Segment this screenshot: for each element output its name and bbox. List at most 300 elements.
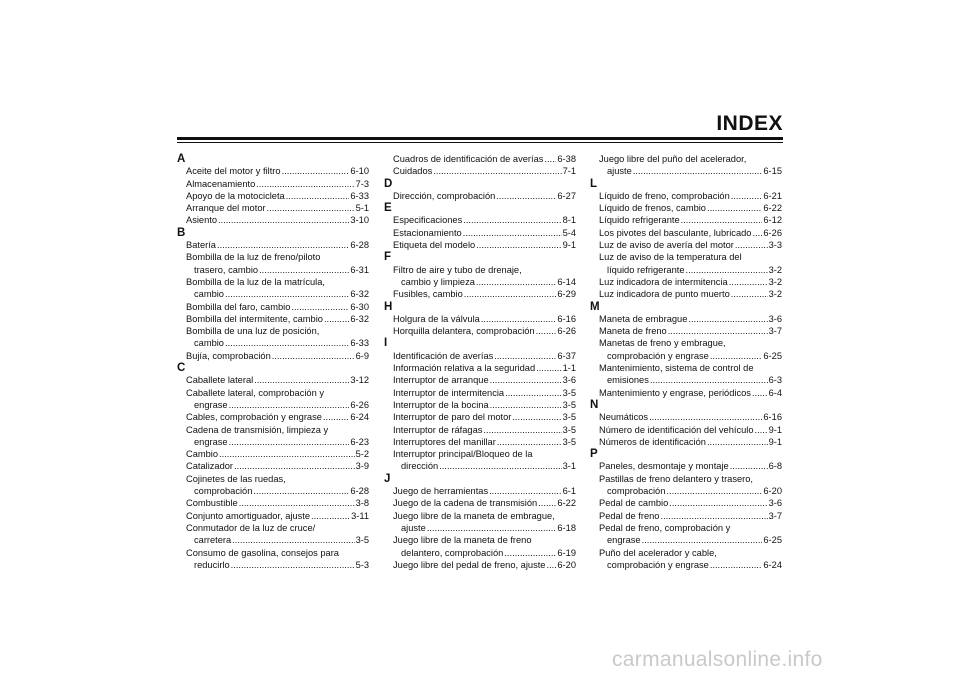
entry-line xyxy=(393,313,576,325)
entry-line xyxy=(186,374,369,386)
entry-line xyxy=(393,362,576,374)
entry-line xyxy=(186,497,369,509)
entry-text: Almacenamiento xyxy=(186,178,256,189)
dot-leader xyxy=(497,436,562,448)
index-entry xyxy=(177,387,369,412)
entry-line xyxy=(186,411,369,423)
entry-line xyxy=(599,214,782,226)
page-reference: 6-26 xyxy=(350,399,369,410)
entry-line xyxy=(393,485,576,497)
dot-leader xyxy=(649,411,762,423)
dot-leader xyxy=(496,190,556,202)
dot-leader xyxy=(681,214,763,226)
entry-text: Luz indicadora de intermitencia xyxy=(599,276,728,287)
entry-text: Fusibles, cambio xyxy=(393,289,463,300)
index-entry xyxy=(177,522,369,547)
dot-leader xyxy=(536,362,561,374)
index-entry xyxy=(384,399,576,411)
index-entry xyxy=(384,374,576,386)
entry-text: Números de identificación xyxy=(599,436,706,447)
entry-text: Cuidados xyxy=(393,166,433,177)
entry-text: engrase xyxy=(194,436,228,447)
index-entry xyxy=(384,239,576,251)
page-reference: 9-1 xyxy=(562,240,576,251)
entry-line xyxy=(599,350,782,362)
entry-line xyxy=(393,497,576,509)
page-reference: 7-3 xyxy=(355,178,369,189)
page-reference: 6-33 xyxy=(350,338,369,349)
entry-text: Maneta de embrague xyxy=(599,313,688,324)
index-entry xyxy=(590,325,782,337)
index-entry xyxy=(590,190,782,202)
entry-line xyxy=(393,214,576,226)
dot-leader xyxy=(239,497,355,509)
index-entry xyxy=(384,214,576,226)
index-entry xyxy=(590,362,782,387)
entry-text: Líquido refrigerante xyxy=(599,215,680,226)
dot-leader xyxy=(490,399,562,411)
section-letter: I xyxy=(384,337,388,350)
entry-text: trasero, cambio xyxy=(194,264,259,275)
entry-text: comprobación y engrase xyxy=(607,350,709,361)
page-reference: 6-31 xyxy=(350,264,369,275)
page-reference: 6-21 xyxy=(763,190,782,201)
dot-leader xyxy=(666,485,762,497)
entry-text: emisiones xyxy=(607,375,649,386)
index-entry xyxy=(177,460,369,472)
entry-text: Líquido de freno, comprobación xyxy=(599,190,730,201)
entry-text: Arranque del motor xyxy=(186,203,266,214)
entry-line xyxy=(186,350,369,362)
dot-leader xyxy=(707,202,762,214)
index-entry xyxy=(590,436,782,448)
page-reference: 3-7 xyxy=(768,510,782,521)
dot-leader xyxy=(755,424,768,436)
entry-line xyxy=(393,559,576,571)
entry-line xyxy=(186,448,369,460)
entry-line xyxy=(599,325,782,337)
page-reference: 5-2 xyxy=(355,449,369,460)
entry-line xyxy=(599,264,782,276)
entry-line xyxy=(599,510,782,522)
entry-text: ajuste xyxy=(607,166,632,177)
page-reference: 6-24 xyxy=(763,559,782,570)
index-entry xyxy=(177,251,369,276)
entry-line xyxy=(599,534,782,546)
entry-line xyxy=(393,276,576,288)
page-reference: 3-5 xyxy=(562,387,576,398)
index-entry xyxy=(177,448,369,460)
index-entry xyxy=(590,510,782,522)
dot-leader xyxy=(272,350,355,362)
entry-text: Interruptor de arranque xyxy=(393,375,489,386)
entry-text: Juego libre del pedal de freno, ajuste xyxy=(393,559,546,570)
dot-leader xyxy=(490,374,562,386)
entry-line xyxy=(186,264,369,276)
dot-leader xyxy=(232,534,354,546)
dot-leader xyxy=(464,288,557,300)
index-entry xyxy=(384,534,576,559)
entry-text: comprobación xyxy=(194,486,253,497)
index-entry xyxy=(177,547,369,572)
entry-line xyxy=(186,301,369,313)
index-entry xyxy=(590,460,782,472)
entry-text: Mantenimiento, sistema de control de xyxy=(599,363,754,374)
page-reference: 6-25 xyxy=(763,535,782,546)
entry-line xyxy=(599,497,782,509)
dot-leader xyxy=(512,411,561,423)
section-letter: P xyxy=(590,448,598,461)
index-entry xyxy=(177,214,369,226)
entry-text: Juego de la cadena de transmisión xyxy=(393,498,538,509)
dot-leader xyxy=(686,264,768,276)
page-reference: 3-12 xyxy=(350,375,369,386)
dot-leader xyxy=(546,559,556,571)
index-entry xyxy=(384,436,576,448)
page-reference: 6-16 xyxy=(763,412,782,423)
dot-leader xyxy=(282,165,350,177)
entry-text: Pedal de freno, comprobación y xyxy=(599,522,731,533)
page-reference: 6-16 xyxy=(557,313,576,324)
page-reference: 6-22 xyxy=(763,203,782,214)
entry-line xyxy=(599,485,782,497)
page-reference: 3-8 xyxy=(355,498,369,509)
entry-text: Interruptor principal/Bloqueo de la xyxy=(393,449,533,460)
page-reference: 6-4 xyxy=(768,387,782,398)
entry-text: Aceite del motor y filtro xyxy=(186,166,281,177)
page-reference: 6-26 xyxy=(557,326,576,337)
dot-leader xyxy=(731,190,763,202)
entry-text: Juego de herramientas xyxy=(393,486,489,497)
dot-leader xyxy=(752,227,762,239)
index-entry xyxy=(590,251,782,276)
entry-line xyxy=(599,190,782,202)
index-entry xyxy=(177,325,369,350)
index-entry xyxy=(590,424,782,436)
index-entry xyxy=(384,153,576,165)
page-reference: 3-2 xyxy=(768,276,782,287)
page-reference: 3-5 xyxy=(355,535,369,546)
entry-line xyxy=(393,411,576,423)
entry-line xyxy=(393,387,576,399)
entry-line xyxy=(186,460,369,472)
dot-leader xyxy=(427,522,557,534)
header-rule-thin xyxy=(177,142,783,143)
section-letter: B xyxy=(177,226,186,239)
page-reference: 6-18 xyxy=(557,522,576,533)
page-reference: 6-28 xyxy=(350,486,369,497)
page-reference: 5-3 xyxy=(355,559,369,570)
index-entry xyxy=(590,288,782,300)
entry-text: Número de identificación del vehículo xyxy=(599,424,754,435)
dot-leader xyxy=(536,325,557,337)
entry-line xyxy=(186,239,369,251)
entry-text: Filtro de aire y tubo de drenaje, xyxy=(393,264,522,275)
entry-text: Cadena de transmisión, limpieza y xyxy=(186,424,329,435)
page-reference: 6-30 xyxy=(350,301,369,312)
entry-text: Neumáticos xyxy=(599,412,649,423)
index-entry xyxy=(384,411,576,423)
page-reference: 6-33 xyxy=(350,190,369,201)
entry-text: cambio xyxy=(194,338,224,349)
entry-text: Cojinetes de las ruedas, xyxy=(186,473,286,484)
index-entry xyxy=(177,202,369,214)
dot-leader xyxy=(710,350,763,362)
entry-line xyxy=(186,288,369,300)
entry-text: Bombilla de la luz de la matrícula, xyxy=(186,276,326,287)
entry-line xyxy=(393,288,576,300)
page-reference: 6-27 xyxy=(557,190,576,201)
section-letter: E xyxy=(384,202,392,215)
page-reference: 3-7 xyxy=(768,326,782,337)
entry-text: reducirlo xyxy=(194,559,230,570)
page-reference: 6-3 xyxy=(768,375,782,386)
index-entry xyxy=(384,497,576,509)
entry-text: Caballete lateral, comprobación y xyxy=(186,387,324,398)
page-reference: 3-6 xyxy=(768,313,782,324)
dot-leader xyxy=(231,559,355,571)
dot-leader xyxy=(735,239,768,251)
page-reference: 3-10 xyxy=(350,215,369,226)
index-entry xyxy=(384,559,576,571)
dot-leader xyxy=(463,214,561,226)
entry-text: Los pivotes del basculante, lubricado xyxy=(599,227,752,238)
index-entry xyxy=(590,387,782,399)
entry-text: Consumo de gasolina, consejos para xyxy=(186,547,339,558)
index-entry xyxy=(590,239,782,251)
index-entry xyxy=(590,276,782,288)
entry-line xyxy=(186,399,369,411)
entry-line xyxy=(186,559,369,571)
dot-leader xyxy=(731,288,768,300)
page-reference: 3-2 xyxy=(768,264,782,275)
page-reference: 3-6 xyxy=(768,498,782,509)
page-reference: 6-26 xyxy=(763,227,782,238)
entry-text: Bombilla del intermitente, cambio xyxy=(186,313,323,324)
index-entry xyxy=(384,190,576,202)
dot-leader xyxy=(707,436,768,448)
entry-line xyxy=(599,424,782,436)
dot-leader xyxy=(752,387,768,399)
index-entry xyxy=(384,485,576,497)
dot-leader xyxy=(483,424,561,436)
dot-leader xyxy=(710,559,763,571)
entry-line xyxy=(599,227,782,239)
entry-line xyxy=(599,202,782,214)
dot-leader xyxy=(642,534,763,546)
index-entry xyxy=(177,178,369,190)
entry-text: Pedal de freno xyxy=(599,510,660,521)
entry-text: Combustible xyxy=(186,498,238,509)
entry-line xyxy=(599,387,782,399)
dot-leader xyxy=(439,460,561,472)
entry-line xyxy=(599,436,782,448)
index-entry xyxy=(177,190,369,202)
entry-text: engrase xyxy=(194,399,228,410)
entry-text: Horquilla delantera, comprobación xyxy=(393,326,535,337)
index-entry xyxy=(590,411,782,423)
entry-line xyxy=(393,399,576,411)
entry-text: Información relativa a la seguridad xyxy=(393,363,536,374)
entry-text: Catalizador xyxy=(186,461,234,472)
index-entry xyxy=(590,202,782,214)
index-entry xyxy=(384,362,576,374)
index-column-3 xyxy=(590,153,782,571)
section-letter: N xyxy=(590,398,599,411)
dot-leader xyxy=(286,190,350,202)
entry-text: Apoyo de la motocicleta xyxy=(186,190,285,201)
index-column-1 xyxy=(177,153,369,571)
index-entry xyxy=(177,374,369,386)
entry-text: engrase xyxy=(607,535,641,546)
page-reference: 6-37 xyxy=(557,350,576,361)
page-reference: 6-14 xyxy=(557,276,576,287)
section-letter: C xyxy=(177,362,186,375)
entry-text: Maneta de freno xyxy=(599,326,667,337)
dot-leader xyxy=(650,374,768,386)
page-title: INDEX xyxy=(716,112,783,135)
entry-line xyxy=(186,190,369,202)
entry-line xyxy=(599,460,782,472)
entry-line xyxy=(186,214,369,226)
dot-leader xyxy=(505,387,561,399)
dot-leader xyxy=(225,288,349,300)
page-reference: 3-11 xyxy=(351,510,369,521)
page-reference: 5-1 xyxy=(355,203,369,214)
index-entry xyxy=(384,387,576,399)
page-reference: 6-32 xyxy=(350,313,369,324)
section-letter: D xyxy=(384,177,393,190)
entry-line xyxy=(186,202,369,214)
page-reference: 3-1 xyxy=(562,461,576,472)
page-reference: 6-12 xyxy=(763,215,782,226)
entry-text: cambio xyxy=(194,289,224,300)
page-reference: 3-5 xyxy=(562,436,576,447)
page-reference: 1-1 xyxy=(562,363,576,374)
dot-leader xyxy=(538,497,556,509)
dot-leader xyxy=(476,239,561,251)
dot-leader xyxy=(730,460,768,472)
entry-text: ajuste xyxy=(401,522,426,533)
index-entry xyxy=(590,473,782,498)
index-entry xyxy=(384,264,576,289)
page-reference: 6-29 xyxy=(557,289,576,300)
page-reference: 6-20 xyxy=(763,486,782,497)
header-rule-thick xyxy=(177,137,783,140)
entry-line xyxy=(393,153,576,165)
entry-line xyxy=(186,165,369,177)
entry-line xyxy=(186,313,369,325)
dot-leader xyxy=(489,485,561,497)
entry-text: Manetas de freno y embrague, xyxy=(599,338,726,349)
index-entry xyxy=(177,239,369,251)
entry-text: cambio y limpieza xyxy=(401,276,475,287)
page-reference: 3-9 xyxy=(355,461,369,472)
dot-leader xyxy=(668,325,768,337)
entry-text: Cables, comprobación y engrase xyxy=(186,412,322,423)
index-entry xyxy=(177,301,369,313)
entry-text: Conmutador de la luz de cruce/ xyxy=(186,522,316,533)
entry-line xyxy=(599,276,782,288)
dot-leader xyxy=(494,350,556,362)
index-entry xyxy=(384,448,576,473)
entry-text: Identificación de averías xyxy=(393,350,494,361)
dot-leader xyxy=(253,485,349,497)
entry-line xyxy=(393,239,576,251)
page-reference: 6-38 xyxy=(557,154,576,164)
page-reference: 6-22 xyxy=(557,498,576,509)
dot-leader xyxy=(324,313,349,325)
entry-text: Especificaciones xyxy=(393,215,463,226)
dot-leader xyxy=(217,239,349,251)
entry-text: Batería xyxy=(186,240,216,251)
entry-line xyxy=(186,510,369,522)
index-column-2 xyxy=(384,153,576,571)
index-entry xyxy=(590,214,782,226)
index-entry xyxy=(177,313,369,325)
entry-text: Estacionamiento xyxy=(393,227,462,238)
index-entry xyxy=(177,276,369,301)
index-entry xyxy=(384,227,576,239)
dot-leader xyxy=(688,313,767,325)
entry-line xyxy=(186,534,369,546)
dot-leader xyxy=(729,276,768,288)
entry-text: Caballete lateral xyxy=(186,375,254,386)
entry-text: comprobación y engrase xyxy=(607,559,709,570)
dot-leader xyxy=(544,153,556,165)
entry-text: Conjunto amortiguador, ajuste xyxy=(186,510,311,521)
index-entry xyxy=(384,325,576,337)
page-reference: 3-5 xyxy=(562,412,576,423)
entry-text: Juego libre de la maneta de freno xyxy=(393,535,532,546)
entry-text: Interruptor de paro del motor xyxy=(393,412,512,423)
dot-leader xyxy=(323,411,349,423)
entry-text: comprobación xyxy=(607,486,666,497)
index-entry xyxy=(590,313,782,325)
entry-text: carretera xyxy=(194,535,232,546)
section-letter: M xyxy=(590,300,600,313)
entry-text: delantero, comprobación xyxy=(401,547,504,558)
page-reference: 7-1 xyxy=(562,166,576,177)
entry-text: Holgura de la válvula xyxy=(393,313,480,324)
dot-leader xyxy=(229,436,350,448)
page-reference: 3-2 xyxy=(768,289,782,300)
index-entry xyxy=(384,510,576,535)
entry-line xyxy=(186,485,369,497)
entry-text: Bombilla de la luz de freno/piloto xyxy=(186,252,321,263)
entry-text: Dirección, comprobación xyxy=(393,190,496,201)
page-reference: 3-6 xyxy=(562,375,576,386)
entry-text: Interruptor de intermitencia xyxy=(393,387,505,398)
entry-text: Pedal de cambio xyxy=(599,498,669,509)
index-entry xyxy=(177,424,369,449)
dot-leader xyxy=(463,227,562,239)
entry-text: Cuadros de identificación de averías xyxy=(393,154,544,164)
dot-leader xyxy=(256,178,354,190)
entry-text: Etiqueta del modelo xyxy=(393,240,476,251)
index-entry xyxy=(384,350,576,362)
dot-leader xyxy=(218,214,349,226)
page-reference: 6-8 xyxy=(768,461,782,472)
index-entry xyxy=(384,288,576,300)
dot-leader xyxy=(219,448,355,460)
entry-text: Bujía, comprobación xyxy=(186,350,271,361)
page-reference: 6-19 xyxy=(557,547,576,558)
dot-leader xyxy=(476,276,557,288)
page-reference: 6-32 xyxy=(350,289,369,300)
index-entry xyxy=(177,473,369,498)
entry-line xyxy=(186,178,369,190)
